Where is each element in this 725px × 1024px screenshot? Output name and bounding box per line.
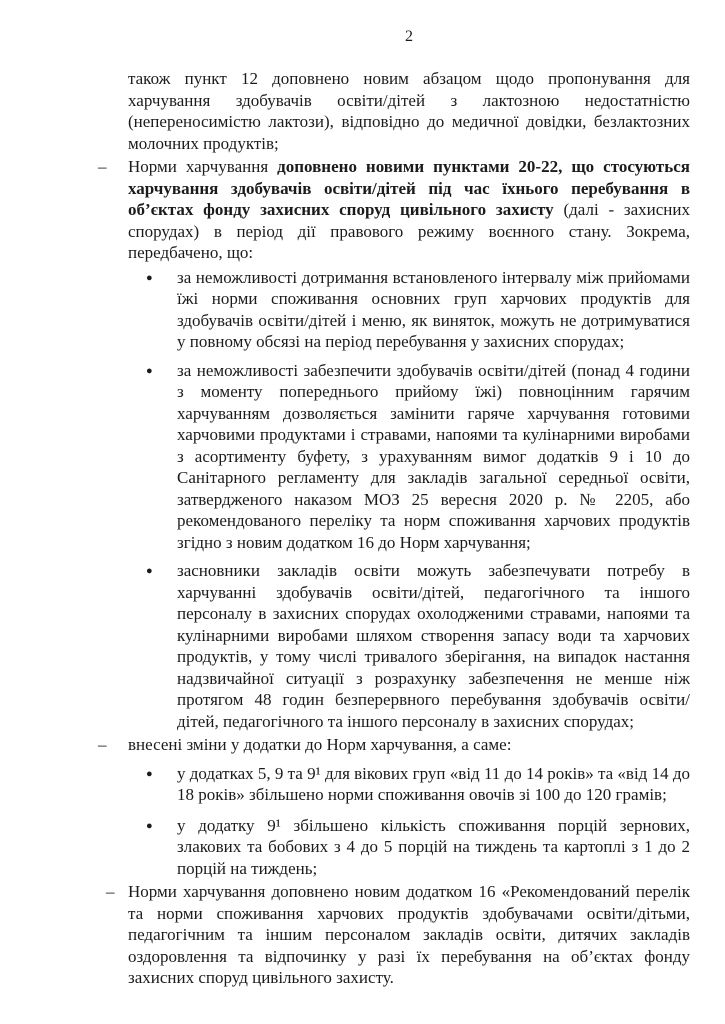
norms-tail-text: (далі - захисних спорудах) в період дії правового режиму воєнного стану. Зокрема, передбачено, що: [128, 200, 690, 262]
page-number: 2 [405, 28, 413, 45]
list-item-annex-16 [106, 881, 690, 989]
bullet-interval-text: за неможливості дотримання встановленого інтервалу між прийомами їжі норми споживання основних груп харчових продуктів для здобувачів освіти/дітей і меню, як виняток, можуть не дотримуватися у повному обсязі на період перебування у захисних спорудах; [177, 267, 690, 351]
norms-bold-text: доповнено новими пунктами 20-22, що стосуються харчування здобувачів освіти/дітей під час їхнього перебування в об’єктах фонду захисних споруд цивільного захисту [128, 157, 690, 219]
list-item-norms-20-22 [98, 156, 690, 264]
bullet-vegetables-text: у додатках 5, 9 та 9¹ для вікових груп «від 11 до 14 років» та «від 14 до 18 років» збільшено норми споживання овочів зі 100 до 120 грамів; [177, 763, 690, 804]
bullet-marker: ● [146, 565, 153, 577]
bullet-item-portions [146, 815, 690, 880]
dash-marker: – [106, 882, 115, 901]
annex-changes-text: внесені зміни у додатки до Норм харчування, а саме: [128, 735, 512, 754]
bullet-hot-food-text: за неможливості забезпечити здобувачів освіти/дітей (понад 4 години з моменту попереднього прийому їжі) повноцінним гарячим харчуванням дозволяється замінити гаряче харчування готовими харчовими продуктами і стравами, напоями та кулінарними виробами з асортименту буфету, з урахуванням вимог додатків 9 і 10 до Санітарного регламенту для закладів загальної середньої освіти, затвердженого наказом МОЗ 25 вересня 2020 р. № 2205, або рекомендованого переліку та норм споживання харчових продуктів згідно з новим додатком 16 до Норм харчування; [177, 360, 690, 552]
document-content [98, 68, 690, 989]
bullet-item-interval [146, 267, 690, 353]
bullet-item-hot-food [146, 360, 690, 554]
bullet-founders-text: засновники закладів освіти можуть забезпечувати потребу в харчуванні здобувачів освіти/дітей, педагогічного та іншого персоналу в захисних спорудах охолодженими стравами, напоями та кулінарними виробами шляхом створення запасу води та харчових продуктів, у тому числі тривалого зберігання, на випадок настання надзвичайної ситуації з розрахунку забезпечення не менше ніж протягом 48 годин безперервного перебування здобувачів освіти/дітей, педагогічного та іншого персоналу в захисних спорудах; [177, 561, 690, 731]
bullet-marker: ● [146, 271, 153, 284]
bullet-marker: ● [146, 767, 153, 780]
list-item-annex-changes [98, 734, 690, 756]
bullet-item-vegetables [146, 763, 690, 806]
dash-marker: – [98, 735, 107, 754]
dash-marker: – [98, 157, 107, 176]
bullet-portions-text: у додатку 9¹ збільшено кількість споживання порцій зернових, злакових та бобових з 4 до 5 порцій на тиждень та картоплі з 1 до 2 порцій на тиждень; [177, 815, 690, 878]
bullet-item-founders [146, 560, 690, 732]
bullet-marker: ● [146, 819, 153, 832]
annex-16-text: Норми харчування доповнено новим додатком 16 «Рекомендований перелік та норми споживання харчових продуктів здобувачами освіти/дітьми, педагогічним та іншим персоналом закладів освіти, дитячих закладів оздоровлення та відпочинку у разі їх перебування на об’єктах фонду захисних споруд цивільного захисту. [128, 882, 690, 987]
norms-lead-text: Норми харчування [128, 157, 278, 176]
bullet-marker: ● [146, 364, 153, 377]
paragraph-lactose-free: також пункт 12 доповнено новим абзацом щодо пропонування для харчування здобувачів освіти/дітей з лактозною недостатністю (непереносимістю лактози), відповідно до медичної довідки, безлактозних молочних продуктів; [128, 69, 690, 153]
